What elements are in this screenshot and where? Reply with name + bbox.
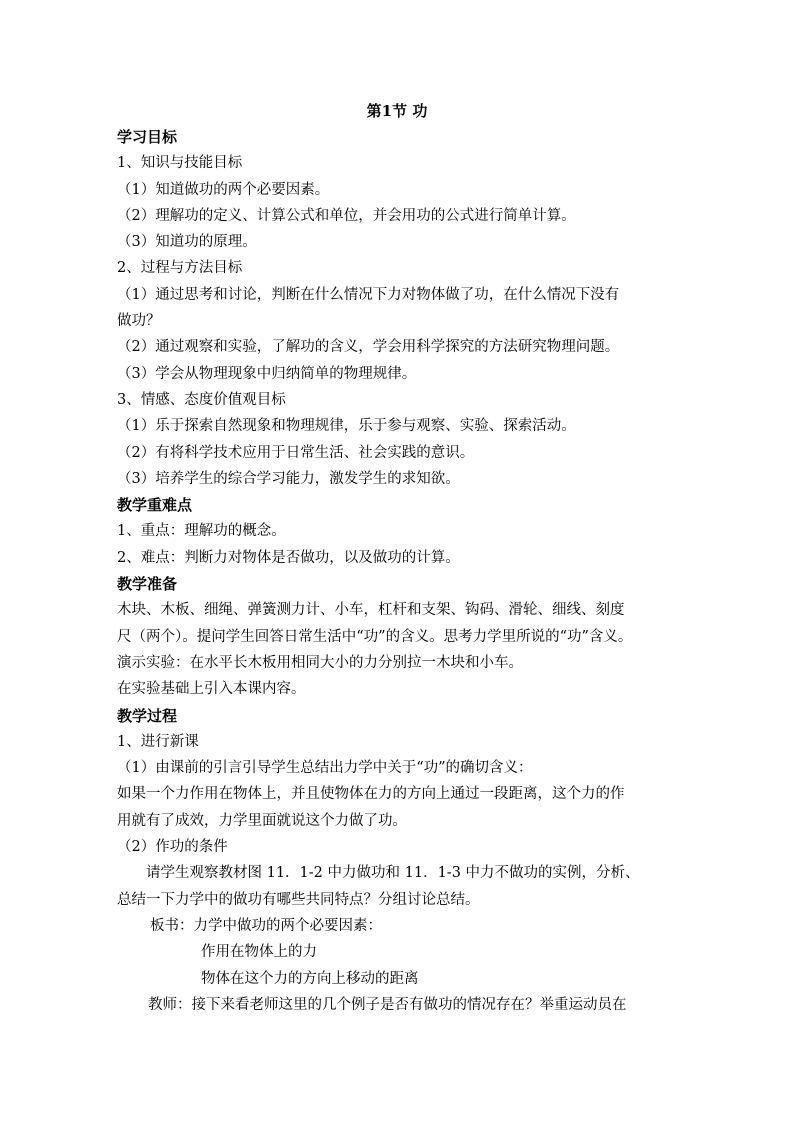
text-line: （3）学会从物理现象中归纳简单的物理规律。 — [117, 365, 417, 382]
text-line: （1）知道做功的两个必要因素。 — [117, 181, 330, 198]
text-line: 总结一下力学中的做功有哪些共同特点？分组讨论总结。 — [117, 891, 480, 908]
text-line: 木块、木板、细绳、弹簧测力计、小车，杠杆和支架、钩码、滑轮、细线、刻度 — [117, 602, 625, 619]
section-heading: 学习目标 — [117, 128, 178, 146]
text-line: （2）作功的条件 — [117, 839, 228, 856]
board-note-item: 作用在物体上的力 — [201, 944, 317, 961]
section-heading: 教学重难点 — [117, 496, 193, 515]
document-title: 第1节 功 — [366, 102, 428, 120]
text-line: 2、难点：判断力对物体是否做功，以及做功的计算。 — [117, 549, 460, 566]
text-line: （1）通过思考和讨论，判断在什么情况下力对物体做了功，在什么情况下没有 — [117, 286, 620, 303]
section-heading: 教学过程 — [117, 706, 178, 725]
text-line: 3、情感、态度价值观目标 — [117, 391, 286, 408]
text-line: 演示实验：在水平长木板用相同大小的力分别拉一木块和小车。 — [117, 654, 523, 671]
text-line: （1）乐于探索自然现象和物理规律，乐于参与观察、实验、探索活动。 — [117, 418, 576, 435]
text-line: 如果一个力作用在物体上，并且使物体在力的方向上通过一段距离，这个力的作 — [117, 786, 625, 803]
teacher-line: 教师：接下来看老师这里的几个例子是否有做功的情况存在？举重运动员在 — [148, 996, 627, 1013]
text-line: 做功？ — [117, 313, 161, 330]
text-line: 在实验基础上引入本课内容。 — [117, 681, 306, 698]
text-line: 用就有了成效，力学里面就说这个力做了功。 — [117, 812, 407, 829]
text-line: （3）培养学生的综合学习能力，激发学生的求知欲。 — [117, 470, 460, 487]
text-line: （2）理解功的定义、计算公式和单位，并会用功的公式进行简单计算。 — [117, 207, 576, 224]
document-body — [117, 124, 677, 1018]
board-note-item: 物体在这个力的方向上移动的距离 — [201, 970, 419, 987]
text-line: （2）通过观察和实验，了解功的含义，学会用科学探究的方法研究物理问题。 — [117, 339, 620, 356]
text-line: （2）有将科学技术应用于日常生活、社会实践的意识。 — [117, 444, 475, 461]
paragraph-line: 请学生观察教材图 11．1-2 中力做功和 11．1-3 中力不做功的实例，分析、 — [146, 865, 640, 882]
text-line: 1、重点：理解功的概念。 — [117, 523, 286, 540]
board-note: 板书：力学中做功的两个必要因素： — [150, 917, 382, 934]
text-line: 2、过程与方法目标 — [117, 260, 243, 277]
section-heading: 教学准备 — [117, 575, 178, 594]
text-line: （1）由课前的引言引导学生总结出力学中关于“功”的确切含义： — [117, 760, 533, 777]
text-line: 1、进行新课 — [117, 733, 199, 750]
document-page — [117, 98, 677, 1018]
text-line: 1、知识与技能目标 — [117, 155, 243, 172]
text-line: （3）知道功的原理。 — [117, 234, 257, 251]
text-line: 尺（两个）。提问学生回答日常生活中“功”的含义。思考力学里所说的“功”含义。 — [117, 628, 633, 645]
